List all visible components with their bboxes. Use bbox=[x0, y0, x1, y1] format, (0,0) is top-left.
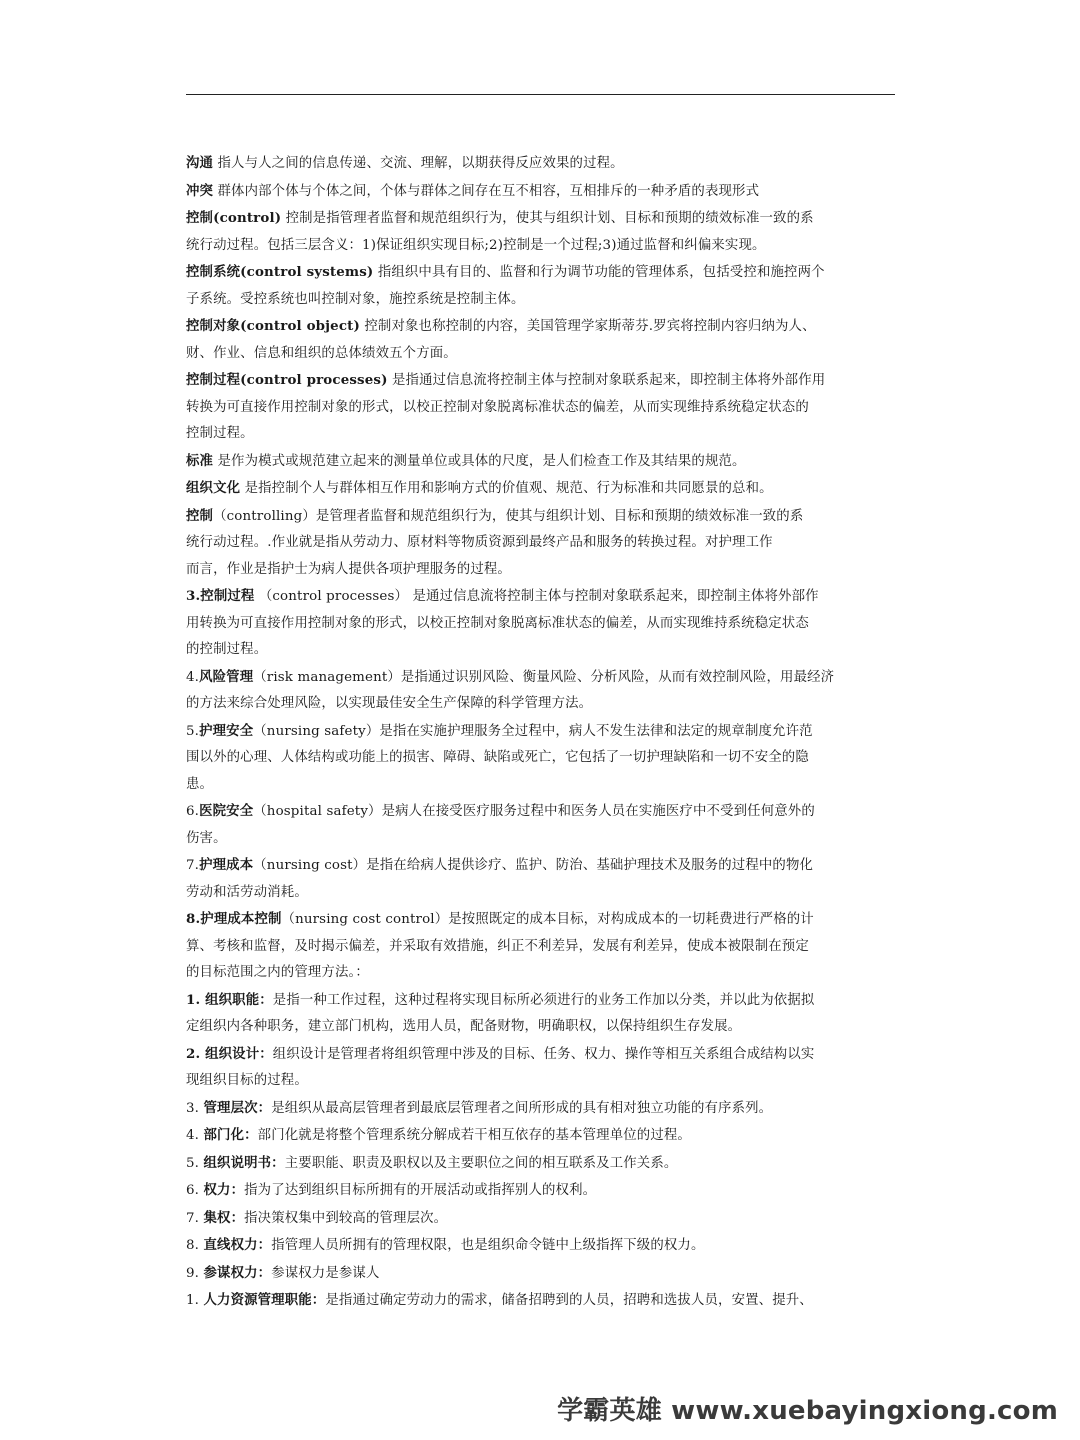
item-prefix: 4. bbox=[186, 1128, 204, 1143]
paragraph-line bbox=[186, 313, 898, 341]
paragraph-line bbox=[186, 987, 898, 1015]
definition-text: 指管理人员所拥有的管理权限，也是组织命令链中上级指挥下级的权力。 bbox=[271, 1238, 705, 1253]
definition-text: 参谋权力是参谋人 bbox=[271, 1265, 380, 1281]
item-prefix: 6. bbox=[186, 804, 200, 819]
paragraph-line bbox=[186, 1095, 898, 1123]
paragraph-line bbox=[186, 475, 898, 503]
definition-paragraph bbox=[186, 178, 898, 206]
item-prefix: 1. bbox=[186, 1293, 204, 1308]
definition-text: 是指控制个人与群体相互作用和影响方式的价值观、规范、行为标准和共同愿景的总和。 bbox=[240, 481, 773, 496]
paragraph-line bbox=[186, 880, 898, 907]
definition-paragraph bbox=[186, 1177, 898, 1205]
definition-term: 沟通 bbox=[186, 155, 214, 171]
definition-paragraph bbox=[186, 475, 898, 503]
definition-paragraph bbox=[186, 313, 898, 367]
definition-text: 控制过程。 bbox=[186, 426, 254, 441]
definition-text: 组织设计是管理者将组织管理中涉及的目标、任务、权力、操作等相互关系组合成结构以实 bbox=[272, 1046, 815, 1062]
definition-term: 直线权力： bbox=[203, 1237, 272, 1253]
paragraph-line bbox=[186, 798, 898, 826]
definition-paragraph bbox=[186, 1041, 898, 1095]
definition-term: 人力资源管理职能： bbox=[203, 1292, 326, 1308]
paragraph-line bbox=[186, 1122, 898, 1150]
definition-term: 1. 组织职能： bbox=[186, 991, 273, 1008]
paragraph-line bbox=[186, 503, 898, 531]
definition-term: 控制(control) bbox=[186, 210, 282, 226]
definition-term: 3.控制过程 bbox=[186, 588, 255, 604]
definition-text: 财、作业、信息和组织的总体绩效五个方面。 bbox=[186, 345, 457, 361]
definition-paragraph bbox=[186, 1095, 898, 1123]
definition-text: 而言，作业是指护士为病人提供各项护理服务的过程。 bbox=[186, 561, 511, 577]
definition-text: （nursing safety）是指在实施护理服务全过程中，病人不发生法律和法定的规章制度允许范 bbox=[253, 723, 813, 739]
definition-paragraph bbox=[186, 367, 898, 448]
definition-term: 部门化： bbox=[203, 1127, 258, 1143]
definition-term: 控制对象(control object) bbox=[186, 318, 360, 334]
document-body bbox=[186, 150, 898, 1315]
definition-paragraph bbox=[186, 150, 898, 178]
definition-text: 现组织目标的过程。 bbox=[186, 1073, 308, 1088]
paragraph-line bbox=[186, 205, 898, 233]
definition-text: 是指通过信息流将控制主体与控制对象联系起来，即控制主体将外部作用 bbox=[387, 373, 826, 388]
item-prefix: 7. bbox=[186, 858, 200, 873]
paragraph-line bbox=[186, 233, 898, 260]
paragraph-line bbox=[186, 772, 898, 799]
definition-text: 指组织中具有目的、监督和行为调节功能的管理体系，包括受控和施控两个 bbox=[373, 265, 825, 280]
item-prefix: 3. bbox=[186, 1100, 204, 1116]
definition-text: 是指通过确定劳动力的需求，储备招聘到的人员，招聘和选拔人员，安置、提升、 bbox=[325, 1293, 813, 1308]
definition-paragraph bbox=[186, 987, 898, 1041]
site-watermark: 学霸英雄 www.xuebayingxiong.com bbox=[557, 1396, 1058, 1426]
definition-text: 群体内部个体与个体之间，个体与群体之间存在互不相容，互相排斥的一种矛盾的表现形式 bbox=[213, 183, 760, 199]
definition-term: 护理安全 bbox=[199, 722, 254, 739]
paragraph-line bbox=[186, 826, 898, 853]
paragraph-line bbox=[186, 1068, 898, 1095]
definition-text: 统行动过程。包括三层含义：1)保证组织实现目标;2)控制是一个过程;3)通过监督和纠偏来实现。 bbox=[186, 237, 766, 253]
paragraph-line bbox=[186, 637, 898, 664]
paragraph-line bbox=[186, 1232, 898, 1260]
definition-paragraph bbox=[186, 1150, 898, 1178]
paragraph-line bbox=[186, 664, 898, 692]
paragraph-line bbox=[186, 852, 898, 880]
definition-text: 劳动和活劳动消耗。 bbox=[186, 884, 308, 900]
definition-text: 围以外的心理、人体结构或功能上的损害、障碍、缺陷或死亡，它包括了一切护理缺陷和一切不安全的隐 bbox=[186, 750, 809, 765]
paragraph-line bbox=[186, 745, 898, 772]
paragraph-line bbox=[186, 150, 898, 178]
definition-text: 是组织从最高层管理者到最底层管理者之间所形成的具有相对独立功能的有序系列。 bbox=[271, 1100, 773, 1116]
definition-text: （controlling）是管理者监督和规范组织行为，使其与组织计划、目标和预期的绩效标准一致的系 bbox=[213, 508, 804, 524]
definition-text: 转换为可直接作用控制对象的形式，以校正控制对象脱离标准状态的偏差，从而实现维持系统稳定状态的 bbox=[186, 399, 809, 415]
definition-term: 组织说明书： bbox=[203, 1154, 285, 1171]
paragraph-line bbox=[186, 341, 898, 368]
definition-text: 定组织内各种职务，建立部门机构，选用人员，配备财物，明确职权，以保持组织生存发展。 bbox=[186, 1019, 742, 1034]
paragraph-line bbox=[186, 259, 898, 287]
definition-text: （risk management）是指通过识别风险、衡量风险、分析风险，从而有效控制风险，用最经济 bbox=[253, 669, 835, 685]
definition-text: 的目标范围之内的管理方法。： bbox=[186, 965, 369, 980]
definition-paragraph bbox=[186, 1260, 898, 1288]
definition-text: 是指一种工作过程，这种过程将实现目标所必须进行的业务工作加以分类，并以此为依据拟 bbox=[272, 992, 815, 1008]
definition-term: 集权： bbox=[203, 1209, 245, 1226]
paragraph-line bbox=[186, 1177, 898, 1205]
definition-paragraph bbox=[186, 718, 898, 799]
definition-term: 控制过程(control processes) bbox=[186, 372, 388, 388]
definition-paragraph bbox=[186, 1205, 898, 1233]
definition-term: 参谋权力： bbox=[203, 1264, 272, 1281]
definition-text: 主要职能、职责及职权以及主要职位之间的相互联系及工作关系。 bbox=[284, 1155, 678, 1171]
header-rule bbox=[186, 94, 895, 95]
definition-text: 是作为模式或规范建立起来的测量单位或具体的尺度，是人们检查工作及其结果的规范。 bbox=[213, 453, 746, 469]
paragraph-line bbox=[186, 960, 898, 987]
item-prefix: 8. bbox=[186, 1238, 204, 1253]
definition-text: 用转换为可直接作用控制对象的形式，以校正控制对象脱离标准状态的偏差，从而实现维持系统稳定状态 bbox=[186, 615, 809, 631]
definition-term: 8.护理成本控制 bbox=[186, 911, 282, 927]
paragraph-line bbox=[186, 287, 898, 314]
definition-term: 控制 bbox=[186, 507, 214, 524]
paragraph-line bbox=[186, 1287, 898, 1315]
item-prefix: 9. bbox=[186, 1265, 204, 1281]
definition-term: 组织文化 bbox=[186, 480, 241, 496]
paragraph-line bbox=[186, 421, 898, 448]
paragraph-line bbox=[186, 934, 898, 961]
item-prefix: 5. bbox=[186, 723, 200, 739]
definition-term: 风险管理 bbox=[199, 668, 254, 685]
definition-text: 部门化就是将整个管理系统分解成若干相互依存的基本管理单位的过程。 bbox=[257, 1128, 691, 1143]
definition-paragraph bbox=[186, 1287, 898, 1315]
definition-text: 统行动过程。.作业就是指从劳动力、原材料等物质资源到最终产品和服务的转换过程。对护理工作 bbox=[186, 535, 773, 550]
definition-paragraph bbox=[186, 205, 898, 259]
definition-term: 2. 组织设计： bbox=[186, 1045, 273, 1062]
paragraph-line bbox=[186, 1041, 898, 1069]
definition-term: 标准 bbox=[186, 452, 214, 469]
definition-text: 子系统。受控系统也叫控制对象，施控系统是控制主体。 bbox=[186, 291, 525, 307]
definition-text: 的方法来综合处理风险，以实现最佳安全生产保障的科学管理方法。 bbox=[186, 696, 593, 711]
definition-text: 指为了达到组织目标所拥有的开展活动或指挥别人的权利。 bbox=[244, 1183, 597, 1198]
item-prefix: 6. bbox=[186, 1183, 204, 1198]
definition-term: 权力： bbox=[203, 1182, 245, 1198]
definition-paragraph bbox=[186, 798, 898, 852]
definition-text: 伤害。 bbox=[186, 830, 227, 846]
definition-paragraph bbox=[186, 1122, 898, 1150]
definition-text: 控制对象也称控制的内容，美国管理学家斯蒂芬.罗宾将控制内容归纳为人、 bbox=[359, 319, 816, 334]
definition-text: 指人与人之间的信息传递、交流、理解，以期获得反应效果的过程。 bbox=[213, 156, 624, 171]
definition-term: 控制系统(control systems) bbox=[186, 264, 374, 280]
definition-term: 管理层次： bbox=[203, 1099, 272, 1116]
definition-text: 的控制过程。 bbox=[186, 642, 268, 657]
definition-paragraph bbox=[186, 664, 898, 718]
definition-paragraph bbox=[186, 1232, 898, 1260]
paragraph-line bbox=[186, 530, 898, 557]
definition-term: 护理成本 bbox=[199, 857, 254, 873]
paragraph-line bbox=[186, 906, 898, 934]
definition-text: 指决策权集中到较高的管理层次。 bbox=[244, 1210, 448, 1226]
paragraph-line bbox=[186, 367, 898, 395]
paragraph-line bbox=[186, 448, 898, 476]
paragraph-line bbox=[186, 1260, 898, 1288]
paragraph-line bbox=[186, 718, 898, 746]
paragraph-line bbox=[186, 583, 898, 611]
definition-text: （nursing cost）是指在给病人提供诊疗、监护、防治、基础护理技术及服务的过程中的物化 bbox=[253, 858, 814, 873]
definition-text: 控制是指管理者监督和规范组织行为，使其与组织计划、目标和预期的绩效标准一致的系 bbox=[281, 211, 814, 226]
definition-paragraph bbox=[186, 259, 898, 313]
definition-paragraph bbox=[186, 583, 898, 664]
paragraph-line bbox=[186, 557, 898, 584]
item-prefix: 5. bbox=[186, 1155, 204, 1171]
paragraph-line bbox=[186, 1014, 898, 1041]
definition-paragraph bbox=[186, 852, 898, 906]
definition-paragraph bbox=[186, 503, 898, 584]
definition-text: 算、考核和监督，及时揭示偏差，并采取有效措施，纠正不利差异，发展有利差异，使成本被限制在预定 bbox=[186, 938, 809, 954]
item-prefix: 7. bbox=[186, 1210, 204, 1226]
paragraph-line bbox=[186, 611, 898, 638]
paragraph-line bbox=[186, 1150, 898, 1178]
definition-text: （nursing cost control）是按照既定的成本目标，对构成成本的一切耗费进行严格的计 bbox=[281, 912, 814, 927]
definition-text: （control processes） 是通过信息流将控制主体与控制对象联系起来，即控制主体将外部作 bbox=[254, 589, 819, 604]
definition-term: 冲突 bbox=[186, 182, 214, 199]
definition-term: 医院安全 bbox=[199, 803, 254, 819]
paragraph-line bbox=[186, 1205, 898, 1233]
paragraph-line bbox=[186, 178, 898, 206]
paragraph-line bbox=[186, 691, 898, 718]
definition-paragraph bbox=[186, 906, 898, 987]
definition-text: 患。 bbox=[186, 776, 214, 792]
paragraph-line bbox=[186, 395, 898, 422]
definition-paragraph bbox=[186, 448, 898, 476]
definition-text: （hospital safety）是病人在接受医疗服务过程中和医务人员在实施医疗中不受到任何意外的 bbox=[253, 804, 815, 819]
item-prefix: 4. bbox=[186, 669, 200, 685]
